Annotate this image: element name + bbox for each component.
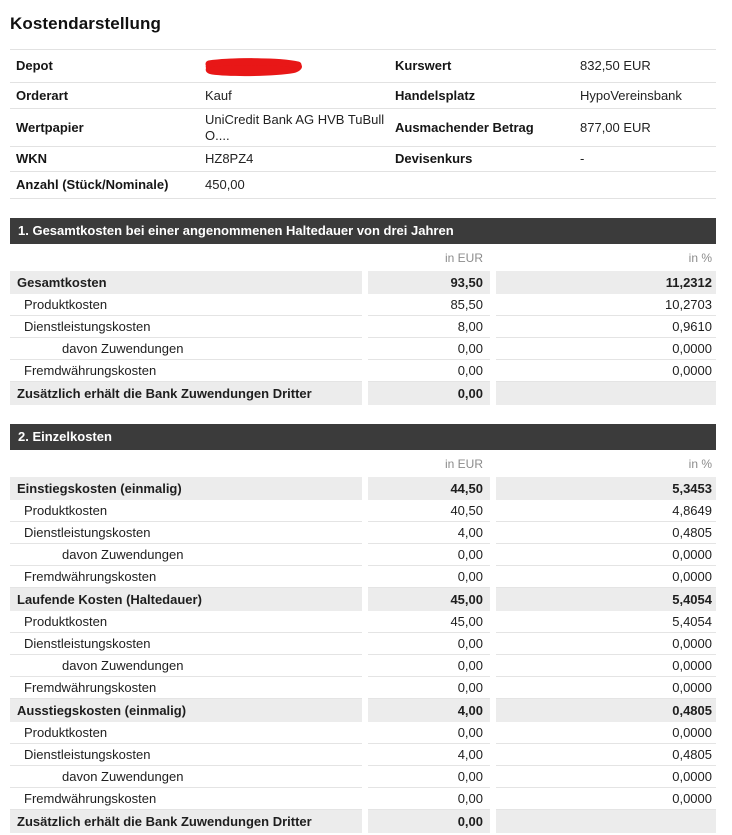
ausmachender-betrag-label: Ausmachender Betrag <box>395 119 534 135</box>
row-value-pct: 0,4805 <box>496 522 716 544</box>
table-row <box>10 500 716 522</box>
table-row <box>10 172 716 199</box>
row-label: Einstiegskosten (einmalig) <box>10 477 362 500</box>
table-row <box>10 699 716 722</box>
table-row <box>10 50 716 83</box>
table-row <box>10 477 716 500</box>
row-value-pct: 10,2703 <box>496 294 716 316</box>
cost-table-2 <box>10 450 716 833</box>
row-label: Fremdwährungskosten <box>10 360 362 382</box>
table-row <box>10 109 716 147</box>
row-value-eur: 40,50 <box>368 500 490 522</box>
row-value-eur: 85,50 <box>368 294 490 316</box>
table-row <box>10 588 716 611</box>
table-row <box>10 360 716 382</box>
row-value-eur: 8,00 <box>368 316 490 338</box>
table-row <box>10 566 716 588</box>
row-label: Fremdwährungskosten <box>10 788 362 810</box>
depot-value-redacted <box>205 51 390 81</box>
row-label: Fremdwährungskosten <box>10 677 362 699</box>
row-value-pct: 0,0000 <box>496 544 716 566</box>
row-label: Dienstleistungskosten <box>10 633 362 655</box>
row-value-pct <box>496 382 716 405</box>
row-label: davon Zuwendungen <box>10 655 362 677</box>
row-value-eur: 4,00 <box>368 744 490 766</box>
empty-cell <box>390 182 580 188</box>
devisenkurs-label: Devisenkurs <box>395 151 473 167</box>
table-row <box>10 271 716 294</box>
row-value-pct: 5,4054 <box>496 611 716 633</box>
row-label: Ausstiegskosten (einmalig) <box>10 699 362 722</box>
row-value-pct <box>496 810 716 833</box>
row-value-pct: 0,4805 <box>496 744 716 766</box>
row-label: Produktkosten <box>10 722 362 744</box>
column-header-pct: in % <box>688 456 712 471</box>
depot-label: Depot <box>16 58 53 74</box>
table-row <box>10 522 716 544</box>
anzahl-label: Anzahl (Stück/Nominale) <box>16 177 169 193</box>
column-header-eur: in EUR <box>444 456 483 471</box>
table-row <box>10 677 716 699</box>
order-details-table <box>10 49 716 199</box>
orderart-value: Kauf <box>205 87 232 103</box>
kurswert-value: 832,50 EUR <box>580 58 651 74</box>
column-header-pct: in % <box>688 250 712 265</box>
cost-table-1 <box>10 244 716 405</box>
row-label: Zusätzlich erhält die Bank Zuwendungen Dritter <box>10 810 362 833</box>
table-row <box>10 316 716 338</box>
row-value-eur: 4,00 <box>368 522 490 544</box>
column-header-eur: in EUR <box>444 250 483 265</box>
row-label: Produktkosten <box>10 500 362 522</box>
column-header-row <box>10 450 716 477</box>
row-label: Produktkosten <box>10 294 362 316</box>
row-label: Dienstleistungskosten <box>10 316 362 338</box>
row-value-pct: 5,4054 <box>496 588 716 611</box>
row-value-eur: 4,00 <box>368 699 490 722</box>
section-einzelkosten <box>10 424 716 833</box>
empty-cell <box>580 182 716 188</box>
orderart-label: Orderart <box>16 87 69 103</box>
row-value-pct: 0,0000 <box>496 677 716 699</box>
table-row <box>10 382 716 405</box>
row-value-eur: 0,00 <box>368 382 490 405</box>
row-value-eur: 0,00 <box>368 338 490 360</box>
row-value-pct: 0,0000 <box>496 722 716 744</box>
wkn-label: WKN <box>16 151 48 167</box>
row-value-eur: 0,00 <box>368 544 490 566</box>
table-row <box>10 788 716 810</box>
table-row <box>10 766 716 788</box>
row-value-pct: 0,0000 <box>496 766 716 788</box>
row-value-pct: 11,2312 <box>496 271 716 294</box>
table-row <box>10 338 716 360</box>
row-label: davon Zuwendungen <box>10 766 362 788</box>
section-1-header: 1. Gesamtkosten bei einer angenommenen Haltedauer von drei Jahren <box>10 218 716 244</box>
column-header-row <box>10 244 716 271</box>
table-row <box>10 810 716 833</box>
row-value-eur: 0,00 <box>368 722 490 744</box>
table-row <box>10 147 716 172</box>
handelsplatz-label: Handelsplatz <box>395 87 476 103</box>
row-label: Dienstleistungskosten <box>10 522 362 544</box>
row-value-eur: 0,00 <box>368 677 490 699</box>
empty-cell <box>10 244 362 271</box>
table-row <box>10 544 716 566</box>
row-label: Dienstleistungskosten <box>10 744 362 766</box>
row-value-pct: 0,4805 <box>496 699 716 722</box>
row-value-pct: 0,0000 <box>496 655 716 677</box>
table-row <box>10 633 716 655</box>
row-value-eur: 45,00 <box>368 611 490 633</box>
row-label: Produktkosten <box>10 611 362 633</box>
row-label: Laufende Kosten (Haltedauer) <box>10 588 362 611</box>
anzahl-value: 450,00 <box>205 177 245 193</box>
row-value-eur: 93,50 <box>368 271 490 294</box>
handelsplatz-value: HypoVereinsbank <box>580 87 682 103</box>
ausmachender-betrag-value: 877,00 EUR <box>580 119 651 135</box>
section-gesamtkosten <box>10 218 716 405</box>
row-value-eur: 45,00 <box>368 588 490 611</box>
row-value-pct: 0,9610 <box>496 316 716 338</box>
table-row <box>10 722 716 744</box>
wertpapier-value: UniCredit Bank AG HVB TuBull O.... <box>205 112 385 143</box>
row-value-eur: 0,00 <box>368 566 490 588</box>
table-row <box>10 83 716 109</box>
row-value-eur: 0,00 <box>368 655 490 677</box>
row-value-pct: 5,3453 <box>496 477 716 500</box>
row-value-pct: 0,0000 <box>496 633 716 655</box>
row-value-pct: 4,8649 <box>496 500 716 522</box>
row-value-eur: 0,00 <box>368 810 490 833</box>
row-value-pct: 0,0000 <box>496 360 716 382</box>
row-label: davon Zuwendungen <box>10 338 362 360</box>
row-value-pct: 0,0000 <box>496 338 716 360</box>
row-label: Fremdwährungskosten <box>10 566 362 588</box>
table-row <box>10 611 716 633</box>
row-value-eur: 0,00 <box>368 633 490 655</box>
row-value-eur: 0,00 <box>368 766 490 788</box>
row-value-eur: 44,50 <box>368 477 490 500</box>
wkn-value: HZ8PZ4 <box>205 151 254 167</box>
kurswert-label: Kurswert <box>395 58 452 74</box>
table-row <box>10 294 716 316</box>
page-title: Kostendarstellung <box>10 14 161 33</box>
devisenkurs-value: - <box>580 151 585 167</box>
redaction-scribble-icon <box>199 55 307 78</box>
section-2-header: 2. Einzelkosten <box>10 424 716 450</box>
table-row <box>10 744 716 766</box>
row-value-eur: 0,00 <box>368 788 490 810</box>
row-label: Zusätzlich erhält die Bank Zuwendungen Dritter <box>10 382 362 405</box>
empty-cell <box>10 450 362 477</box>
row-label: davon Zuwendungen <box>10 544 362 566</box>
row-label: Gesamtkosten <box>10 271 362 294</box>
row-value-pct: 0,0000 <box>496 788 716 810</box>
table-row <box>10 655 716 677</box>
wertpapier-label: Wertpapier <box>16 119 84 135</box>
row-value-pct: 0,0000 <box>496 566 716 588</box>
row-value-eur: 0,00 <box>368 360 490 382</box>
